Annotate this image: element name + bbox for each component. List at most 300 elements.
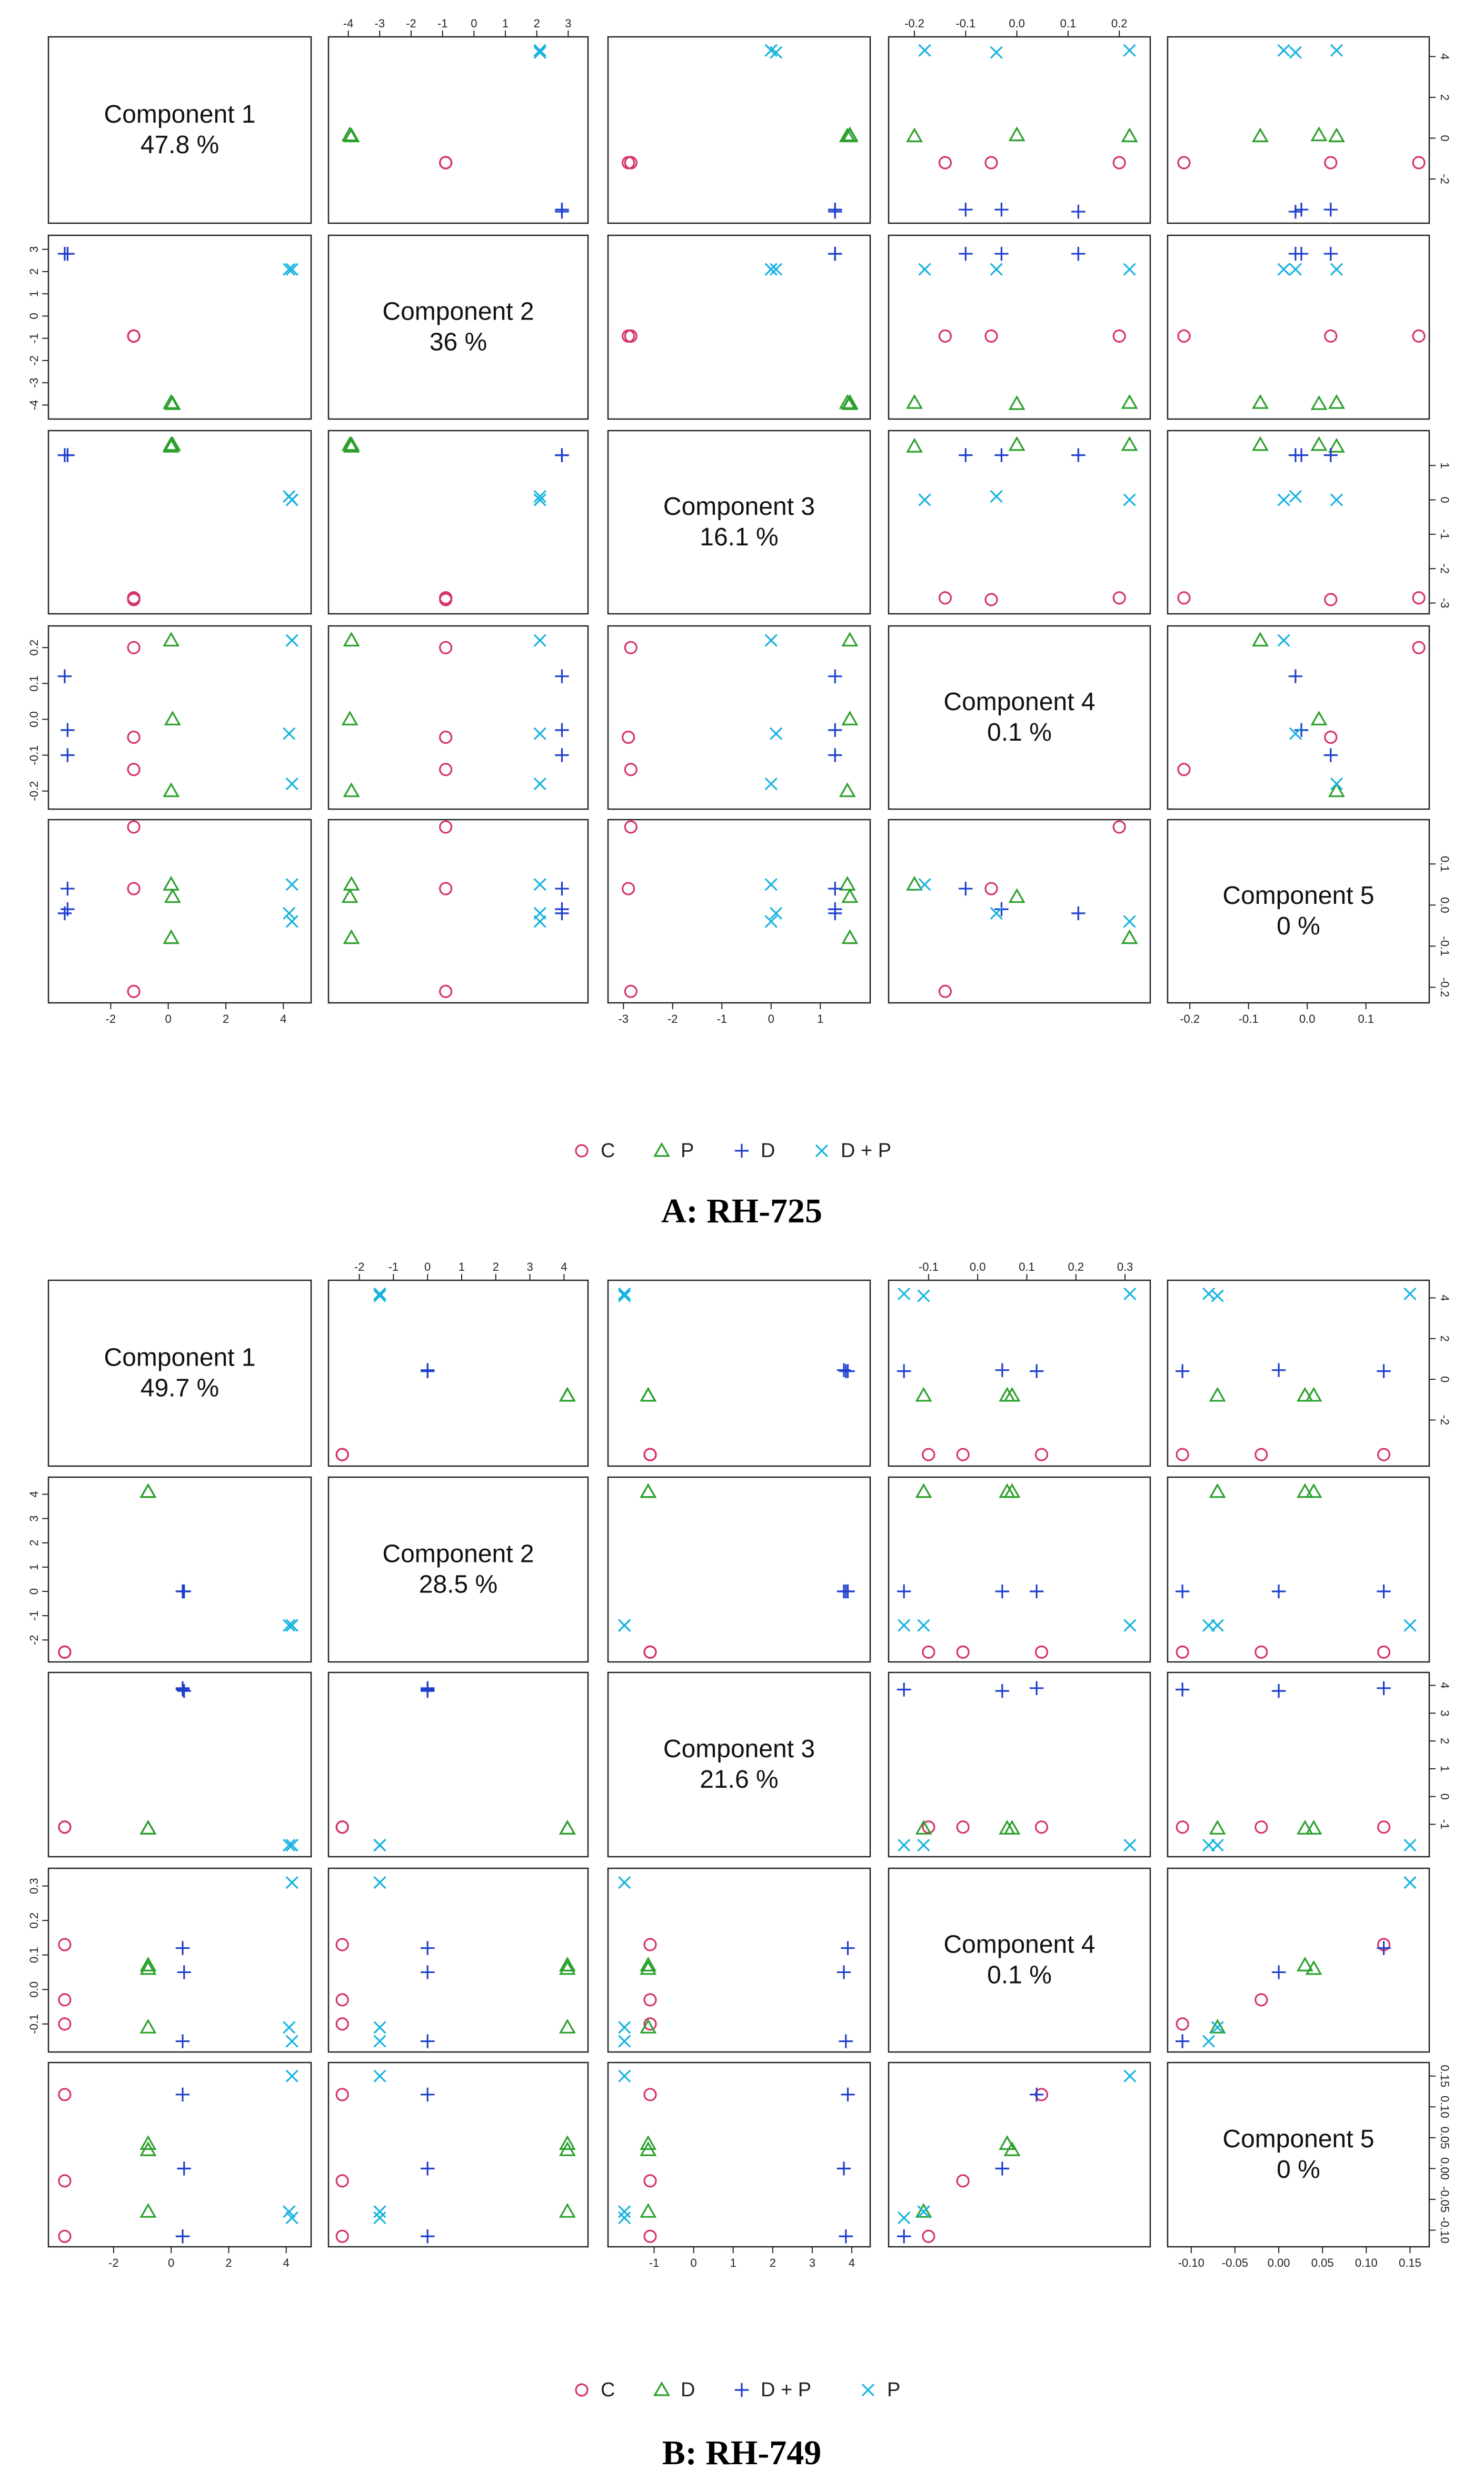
component-name: Component 1	[104, 1343, 256, 1372]
point-p-2	[1010, 397, 1023, 409]
y-tick-label: 0	[1438, 1376, 1451, 1383]
point-dp-3	[839, 2229, 853, 2243]
panel-frame	[1168, 820, 1429, 1003]
point-c-3	[957, 2175, 969, 2187]
point-c-3	[957, 1821, 969, 1833]
point-dp-2	[534, 728, 546, 740]
point-p-2	[1312, 397, 1326, 409]
point-dp-2	[534, 908, 546, 919]
point-d-1	[555, 669, 569, 683]
point-d-2	[561, 1821, 574, 1834]
point-p-3	[344, 784, 358, 796]
point-dp-1	[841, 2088, 854, 2101]
point-d-3	[555, 723, 569, 737]
point-d-1	[1000, 1389, 1014, 1401]
scatter-panel-2-5	[1168, 1477, 1429, 1662]
y-tick-label: 0.2	[27, 639, 41, 656]
point-c-3	[939, 330, 951, 342]
point-c-2	[1177, 2018, 1188, 2030]
legend-label: C	[601, 2379, 615, 2401]
point-dp-1	[534, 635, 546, 646]
point-c-2	[985, 330, 997, 342]
legend-label: P	[887, 2379, 901, 2401]
point-dp-2	[1290, 491, 1301, 502]
scatter-panel-3-4	[889, 1672, 1150, 1857]
point-dp-3	[1331, 494, 1342, 506]
legend-item	[735, 1140, 775, 1162]
point-c-1	[128, 821, 140, 833]
x-tick-label: 0.05	[1311, 2256, 1334, 2269]
point-dp-3	[765, 778, 777, 790]
scatter-panel-5-2	[328, 2063, 588, 2247]
point-d-3	[561, 1389, 574, 1401]
point-c-3	[128, 330, 140, 342]
axis-component-1	[106, 53, 1451, 1025]
legend-label: D + P	[841, 1140, 892, 1162]
point-c-3	[957, 1449, 969, 1460]
point-p-3	[1330, 129, 1343, 141]
point-c-3	[440, 985, 452, 997]
panel-frame	[328, 1672, 588, 1857]
point-c-2	[1325, 330, 1337, 342]
y-tick-label: 0.00	[1438, 2157, 1451, 2180]
scatter-panel-2-5	[1168, 235, 1429, 419]
point-dp-3	[765, 879, 777, 890]
point-c-2	[644, 2230, 656, 2242]
panel-frame	[48, 1280, 311, 1466]
point-d-1	[141, 1485, 155, 1497]
x-tick-label: 2	[533, 17, 540, 30]
point-p-1	[286, 1877, 298, 1888]
legend-label: P	[681, 1140, 694, 1162]
x-tick-label: -1	[716, 1012, 728, 1025]
panel-frame	[889, 1280, 1150, 1466]
panel-frame	[608, 1280, 870, 1466]
y-tick-label: 4	[1438, 1294, 1451, 1301]
point-dp-1	[421, 1941, 434, 1955]
point-dp-2	[1290, 47, 1301, 58]
point-c-1	[1113, 330, 1125, 342]
panel-frame	[608, 1672, 870, 1857]
y-tick-label: 0	[1438, 496, 1451, 503]
point-p-2	[374, 1290, 385, 1302]
point-d-3	[641, 1389, 655, 1401]
x-tick-label: -0.05	[1221, 2256, 1249, 2269]
x-tick-label: -1	[437, 17, 448, 30]
point-d-3	[994, 203, 1008, 216]
point-c-1	[625, 642, 636, 653]
x-tick-label: -2	[406, 17, 416, 30]
point-p-1	[1124, 1620, 1136, 1631]
point-dp-3	[919, 264, 931, 275]
point-p-1	[1124, 1288, 1136, 1300]
point-d-1	[1289, 205, 1302, 218]
diagonal-panel-5	[1168, 820, 1429, 1003]
point-d-3	[141, 2205, 155, 2217]
point-dp-2	[995, 1684, 1009, 1698]
point-dp-2	[991, 47, 1002, 58]
panel-frame	[48, 626, 311, 809]
point-p-3	[841, 878, 854, 890]
x-tick-label: 0	[167, 2256, 175, 2269]
x-tick-label: 0.2	[1111, 17, 1128, 30]
point-p-2	[1010, 438, 1023, 450]
point-dp-2	[995, 2162, 1009, 2175]
panel-frame	[48, 1672, 311, 1857]
point-p-2	[1312, 438, 1326, 450]
y-tick-label: 0.3	[27, 1878, 41, 1894]
point-d-1	[641, 1485, 655, 1497]
scatter-panel-3-5	[1168, 431, 1429, 614]
point-d-2	[141, 1821, 155, 1834]
panel-frame	[608, 1477, 870, 1662]
point-dp-3	[897, 1585, 911, 1598]
diagonal-panel-2	[328, 235, 588, 419]
point-dp-1	[421, 2088, 434, 2101]
point-d-3	[917, 1389, 930, 1401]
point-dp-2	[995, 1363, 1009, 1377]
point-p-2	[283, 2021, 295, 2033]
point-c-2	[1325, 731, 1337, 743]
point-p-3	[1203, 1839, 1214, 1851]
point-d-2	[828, 882, 842, 895]
diagonal-panel-1	[48, 37, 311, 223]
x-tick-label: -0.2	[1180, 1012, 1200, 1025]
point-p-1	[164, 633, 178, 645]
point-dp-2	[991, 491, 1002, 502]
point-dp-3	[897, 1364, 911, 1378]
point-p-3	[619, 1620, 630, 1631]
y-tick-label: 0.1	[27, 1947, 41, 1963]
point-dp-1	[286, 916, 298, 928]
point-c-1	[644, 1939, 656, 1950]
scatter-panel-4-2	[328, 1868, 588, 2052]
point-p-2	[843, 712, 856, 724]
scatter-panel-4-1	[48, 1868, 311, 2052]
scatter-panel-5-3	[608, 820, 870, 1003]
point-c-2	[440, 883, 452, 894]
point-dp-1	[286, 635, 298, 646]
point-d-3	[1211, 1389, 1224, 1401]
panel-frame	[1168, 2063, 1429, 2247]
component-name: Component 4	[943, 688, 1095, 716]
point-c-3	[644, 2175, 656, 2187]
panel-frame	[328, 1280, 588, 1466]
point-dp-1	[1030, 1585, 1043, 1598]
point-dp-1	[1030, 1681, 1043, 1695]
legend-item	[862, 2379, 900, 2401]
scatter-panel-5-1	[48, 2063, 311, 2247]
point-dp-3	[839, 1364, 853, 1378]
scatter-panel-1-2	[328, 1280, 588, 1466]
point-dp-3	[1176, 2034, 1189, 2048]
x-tick-label: 0	[424, 1260, 431, 1273]
point-dp-3	[286, 879, 298, 890]
panel-frame	[48, 1868, 311, 2052]
point-p-3	[374, 1839, 385, 1851]
legend-symbol	[862, 2384, 874, 2396]
y-tick-label: -0.1	[27, 2014, 41, 2034]
point-d-1	[1289, 669, 1302, 683]
point-d-2	[141, 1485, 155, 1497]
y-tick-label: 0.05	[1438, 2126, 1451, 2149]
point-dp-2	[1290, 264, 1301, 275]
point-dp-1	[1278, 45, 1290, 56]
y-tick-label: 2	[27, 268, 41, 275]
point-dp-1	[1124, 264, 1136, 275]
point-p-3	[898, 1620, 910, 1631]
point-d-1	[561, 1389, 574, 1401]
panel-frame	[889, 1868, 1150, 2052]
figure-caption: A: RH-725	[661, 1192, 823, 1230]
scatter-panel-4-3	[608, 1868, 870, 2052]
point-p-2	[1010, 128, 1023, 140]
point-c-3	[59, 2175, 71, 2187]
y-tick-label: 1	[27, 1563, 41, 1571]
point-d-1	[641, 1389, 655, 1401]
point-d-2	[1005, 1821, 1019, 1834]
scatter-panel-1-3	[608, 1280, 870, 1466]
point-p-3	[164, 878, 178, 890]
panel-frame	[48, 1477, 311, 1662]
point-d-3	[994, 247, 1008, 261]
diagonal-panel-5	[1168, 2063, 1429, 2247]
point-p-2	[619, 2021, 630, 2033]
point-dp-3	[176, 1682, 190, 1696]
panel-frame	[48, 2063, 311, 2247]
scatter-panel-1-5	[1168, 1280, 1429, 1466]
point-c-3	[644, 1449, 656, 1460]
point-dp-2	[283, 728, 295, 740]
legend-symbol	[735, 2383, 749, 2397]
point-c-2	[1177, 1646, 1188, 1658]
point-c-3	[1256, 1449, 1267, 1460]
point-dp-1	[176, 2088, 190, 2101]
point-d-3	[917, 1485, 930, 1497]
point-c-3	[128, 764, 140, 775]
point-c-1	[1113, 592, 1125, 604]
point-d-1	[1000, 1485, 1014, 1497]
point-d-3	[61, 247, 74, 261]
point-c-3	[440, 157, 452, 168]
legend-symbol	[816, 1145, 828, 1157]
scatter-panel-3-1	[48, 431, 311, 614]
x-tick-label: 0.1	[1019, 1260, 1035, 1273]
scatter-matrix-1	[27, 17, 1451, 1230]
point-c-1	[644, 2089, 656, 2100]
x-tick-label: 0.15	[1399, 2256, 1421, 2269]
legend-item	[735, 2379, 811, 2401]
axis-component-2	[27, 17, 572, 410]
panel-frame	[328, 626, 588, 809]
x-tick-label: -1	[649, 2256, 660, 2269]
y-tick-label: 1	[1438, 462, 1451, 469]
legend-label: D	[761, 1140, 775, 1162]
point-c-3	[1178, 157, 1190, 168]
point-d-3	[828, 723, 842, 737]
point-p-2	[1010, 890, 1023, 902]
panel-frame	[1168, 1477, 1429, 1662]
point-d-3	[994, 448, 1008, 462]
component-name: Component 2	[382, 1540, 534, 1568]
point-dp-2	[837, 2162, 851, 2175]
point-c-3	[336, 1449, 348, 1460]
component-variance: 47.8 %	[140, 131, 220, 159]
scatter-panel-4-5	[1168, 626, 1429, 809]
point-d-3	[641, 1485, 655, 1497]
panel-frame	[889, 235, 1150, 419]
y-tick-label: 0	[1438, 135, 1451, 142]
point-d-3	[561, 2205, 574, 2217]
y-tick-label: 0.15	[1438, 2065, 1451, 2088]
x-tick-label: 2	[769, 2256, 776, 2269]
point-p-3	[286, 2035, 298, 2047]
point-dp-1	[1030, 2088, 1043, 2101]
x-tick-label: 4	[561, 1260, 567, 1273]
point-dp-3	[897, 2229, 911, 2243]
x-tick-label: 0.3	[1117, 1260, 1133, 1273]
point-dp-1	[1377, 1364, 1390, 1378]
point-d-2	[828, 748, 842, 762]
point-c-1	[59, 2089, 71, 2100]
point-d-2	[561, 1389, 574, 1401]
point-p-2	[918, 1290, 930, 1302]
point-c-2	[923, 1646, 934, 1658]
point-c-1	[128, 642, 140, 653]
component-variance: 0 %	[1277, 2156, 1320, 2184]
point-dp-2	[1272, 1965, 1286, 1979]
y-tick-label: 2	[1438, 1738, 1451, 1745]
scatter-panel-5-3	[608, 2063, 870, 2247]
point-p-2	[343, 712, 356, 724]
point-dp-3	[286, 494, 298, 506]
panel-frame	[608, 235, 870, 419]
component-name: Component 1	[104, 101, 256, 128]
point-dp-1	[176, 1941, 190, 1955]
x-tick-label: 0.00	[1267, 2256, 1290, 2269]
x-tick-label: 0	[165, 1012, 172, 1025]
panel-frame	[608, 820, 870, 1003]
point-dp-1	[1030, 1364, 1043, 1378]
point-c-1	[1035, 1646, 1047, 1658]
point-dp-3	[176, 2229, 190, 2243]
point-p-3	[374, 2035, 385, 2047]
point-d-2	[959, 448, 972, 462]
y-tick-label: 0.10	[1438, 2095, 1451, 2118]
diagonal-panel-1	[48, 1280, 311, 1466]
y-tick-label: 3	[27, 246, 41, 253]
point-p-2	[166, 890, 180, 902]
point-c-2	[128, 731, 140, 743]
scatter-panel-1-5	[1168, 37, 1429, 223]
scatter-panel-3-5	[1168, 1672, 1429, 1857]
scatter-panel-4-2	[328, 626, 588, 809]
point-c-1	[59, 1939, 71, 1950]
point-dp-3	[421, 1364, 434, 1378]
panel-frame	[1168, 1868, 1429, 2052]
legend-symbol	[655, 2383, 669, 2395]
point-dp-2	[421, 2162, 434, 2175]
x-tick-label: -2	[354, 1260, 365, 1273]
point-d-2	[1324, 247, 1338, 261]
y-tick-label: 0	[27, 1588, 41, 1595]
point-dp-1	[1377, 1681, 1390, 1695]
scatter-panel-5-1	[48, 820, 311, 1003]
point-p-3	[898, 2212, 910, 2224]
component-variance: 28.5 %	[419, 1570, 498, 1599]
point-dp-3	[1176, 1364, 1189, 1378]
scatter-panel-2-1	[48, 235, 311, 419]
x-tick-label: 2	[225, 2256, 232, 2269]
point-c-2	[1325, 594, 1337, 605]
scatter-panel-3-2	[328, 431, 588, 614]
x-tick-label: -2	[108, 2256, 119, 2269]
panel-frame	[48, 431, 311, 614]
point-dp-3	[534, 879, 546, 890]
point-p-1	[619, 2070, 630, 2082]
point-c-3	[1178, 592, 1190, 604]
figure-caption: B: RH-749	[662, 2434, 822, 2472]
point-p-2	[1312, 128, 1326, 140]
component-name: Component 2	[382, 297, 534, 326]
panel-frame	[889, 1477, 1150, 1662]
point-p-1	[843, 633, 856, 645]
legend-symbol	[576, 2384, 587, 2396]
component-name: Component 4	[943, 1930, 1095, 1959]
y-tick-label: -1	[1438, 529, 1451, 540]
point-dp-3	[1331, 264, 1342, 275]
y-tick-label: 2	[27, 1539, 41, 1546]
legend-symbol	[655, 1144, 669, 1156]
point-d-1	[141, 1821, 155, 1834]
point-p-1	[1124, 1839, 1136, 1851]
point-d-2	[959, 247, 972, 261]
point-c-3	[128, 985, 140, 997]
point-dp-1	[1377, 1585, 1390, 1598]
point-p-2	[1312, 712, 1326, 724]
scatter-matrix-2	[27, 1260, 1451, 2472]
component-variance: 49.7 %	[140, 1374, 220, 1402]
point-d-1	[1000, 1821, 1014, 1834]
x-tick-label: -2	[667, 1012, 678, 1025]
point-c-2	[440, 731, 452, 743]
point-p-3	[1330, 396, 1343, 408]
point-dp-2	[283, 908, 295, 919]
point-c-1	[1413, 157, 1425, 168]
x-tick-label: 0.1	[1060, 17, 1077, 30]
component-name: Component 3	[663, 1735, 815, 1763]
component-variance: 0.1 %	[987, 719, 1052, 746]
x-tick-label: 3	[526, 1260, 533, 1273]
x-tick-label: -0.1	[918, 1260, 939, 1273]
scatter-panel-1-3	[608, 37, 870, 223]
x-tick-label: -4	[343, 17, 354, 30]
x-tick-label: 4	[283, 2256, 290, 2269]
panel-frame	[889, 37, 1150, 223]
point-p-1	[843, 931, 856, 943]
point-dp-2	[1272, 1684, 1286, 1698]
point-c-2	[1177, 1449, 1188, 1460]
point-c-1	[625, 821, 636, 833]
panel-frame	[48, 820, 311, 1003]
point-c-1	[1113, 157, 1125, 168]
y-tick-label: -2	[1438, 1415, 1451, 1426]
point-d-2	[1005, 1389, 1019, 1401]
scatter-panel-3-2	[328, 1672, 588, 1857]
y-tick-label: 0.0	[1438, 897, 1451, 913]
point-dp-3	[421, 2229, 434, 2243]
point-d-2	[61, 882, 74, 895]
